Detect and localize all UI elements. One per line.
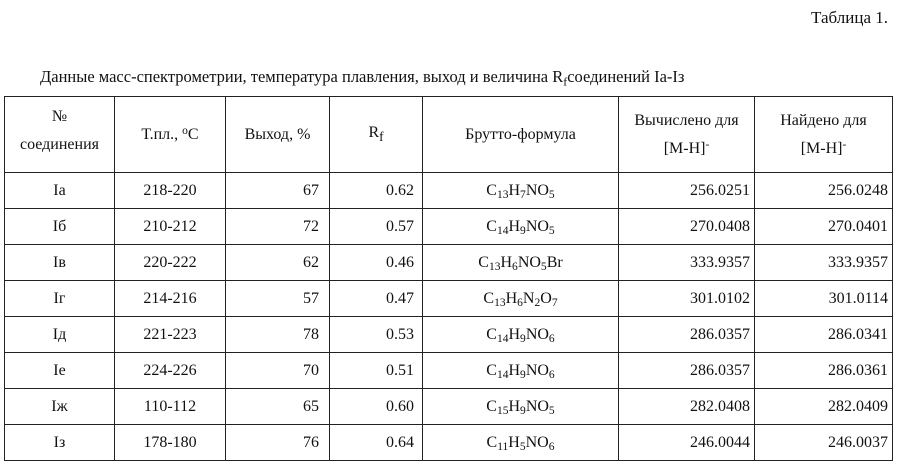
formula-element: H — [508, 433, 520, 451]
header-found — [755, 97, 893, 173]
formula-element: H — [508, 217, 521, 235]
caption-text: Данные масс-спектрометрии, температура плавления, выход и величина R — [40, 67, 564, 86]
formula-cell — [423, 173, 619, 209]
yield-cell: 72 — [226, 209, 330, 245]
header-calc-ion: [M-H] — [663, 139, 706, 157]
caption-subscript: f — [563, 74, 568, 89]
formula-subscript: 9 — [520, 368, 526, 381]
rf-cell: 0.46 — [330, 245, 423, 281]
formula-subscript: 6 — [548, 332, 555, 345]
rf-cell: 0.64 — [330, 425, 423, 461]
rf-cell: 0.57 — [330, 209, 423, 245]
formula-element: NO — [525, 325, 549, 343]
header-compound-number — [5, 97, 115, 173]
yield-cell: 78 — [226, 317, 330, 353]
formula-subscript: 5 — [548, 224, 555, 237]
formula-subscript: 11 — [497, 440, 509, 453]
calculated-mass-cell: 282.0408 — [619, 389, 755, 425]
formula-subscript: 6 — [548, 440, 555, 453]
calculated-mass-cell: 301.0102 — [619, 281, 755, 317]
found-mass-cell: 301.0114 — [755, 281, 893, 317]
melting-point-cell: 214-216 — [115, 281, 226, 317]
formula-subscript: 5 — [548, 404, 555, 417]
compound-id-cell: Iг — [5, 281, 115, 317]
rf-cell: 0.53 — [330, 317, 423, 353]
formula-element: C — [478, 253, 489, 271]
formula-cell — [423, 281, 619, 317]
header-calc-line1: Вычислено для — [634, 111, 739, 129]
table-row — [5, 245, 893, 281]
header-melting-point — [115, 97, 226, 173]
formula-element: H — [508, 397, 521, 415]
formula-element: H — [508, 361, 521, 379]
calculated-mass-cell: 333.9357 — [619, 245, 755, 281]
found-mass-cell: 282.0409 — [755, 389, 893, 425]
melting-point-cell: 224-226 — [115, 353, 226, 389]
calculated-mass-cell: 270.0408 — [619, 209, 755, 245]
formula-subscript: 13 — [496, 188, 509, 201]
table-row — [5, 173, 893, 209]
table-row — [5, 209, 893, 245]
melting-point-cell: 210-212 — [115, 209, 226, 245]
formula-subscript: 5 — [540, 260, 547, 273]
formula-subscript: 14 — [496, 332, 509, 345]
formula-element: H — [508, 325, 521, 343]
yield-cell: 57 — [226, 281, 330, 317]
formula-subscript: 6 — [548, 368, 555, 381]
yield-cell: 67 — [226, 173, 330, 209]
compound-id-cell: Iб — [5, 209, 115, 245]
header-yield: Выход, % — [226, 97, 330, 173]
formula-subscript: 7 — [551, 296, 558, 309]
formula-subscript: 13 — [488, 260, 501, 273]
formula-element: N — [522, 289, 535, 307]
header-rf-text: R — [368, 123, 380, 141]
formula-subscript: 14 — [496, 368, 509, 381]
formula-subscript: 9 — [520, 332, 526, 345]
formula-subscript: 9 — [520, 224, 526, 237]
rf-cell: 0.47 — [330, 281, 423, 317]
compound-id-cell: Iд — [5, 317, 115, 353]
header-compound-word: соединения — [19, 135, 100, 153]
melting-point-cell: 110-112 — [115, 389, 226, 425]
rf-cell: 0.51 — [330, 353, 423, 389]
found-mass-cell: 256.0248 — [755, 173, 893, 209]
formula-element: Br — [546, 253, 563, 271]
formula-cell — [423, 353, 619, 389]
formula-subscript: 13 — [494, 296, 506, 309]
header-number-sign: № — [51, 107, 68, 125]
compound-id-cell: Iж — [5, 389, 115, 425]
header-found-line1: Найдено для — [780, 111, 867, 129]
header-formula: Брутто-формула — [423, 97, 619, 173]
formula-subscript: 14 — [496, 224, 509, 237]
compound-id-cell: Iз — [5, 425, 115, 461]
formula-cell — [423, 317, 619, 353]
yield-cell: 70 — [226, 353, 330, 389]
formula-element: NO — [525, 181, 549, 199]
formula-subscript: 6 — [517, 296, 523, 309]
header-calc-charge: - — [705, 138, 710, 151]
formula-cell — [423, 425, 619, 461]
header-calc-line2 — [625, 135, 748, 163]
formula-element: C — [486, 325, 497, 343]
yield-cell: 65 — [226, 389, 330, 425]
formula-element: C — [486, 181, 497, 199]
formula-subscript: 2 — [534, 296, 541, 309]
melting-point-cell: 218-220 — [115, 173, 226, 209]
formula-element: NO — [525, 217, 549, 235]
formula-element: C — [486, 217, 497, 235]
header-found-charge: - — [842, 138, 847, 151]
formula-subscript: 5 — [519, 440, 526, 453]
found-mass-cell: 246.0037 — [755, 425, 893, 461]
table-body — [5, 173, 893, 461]
header-row — [5, 97, 893, 173]
found-mass-cell: 286.0341 — [755, 317, 893, 353]
yield-cell: 62 — [226, 245, 330, 281]
header-mp-text: Т.пл., — [141, 125, 183, 143]
header-mp-degree: o — [182, 124, 188, 137]
formula-subscript: 9 — [520, 404, 526, 417]
formula-element: H — [505, 289, 518, 307]
formula-element: NO — [517, 253, 541, 271]
formula-subscript: 15 — [496, 404, 509, 417]
formula-subscript: 7 — [520, 188, 526, 201]
formula-element: C — [483, 289, 495, 307]
formula-element: NO — [525, 361, 549, 379]
formula-element: O — [540, 289, 552, 307]
melting-point-cell: 221-223 — [115, 317, 226, 353]
formula-cell — [423, 389, 619, 425]
header-calculated — [619, 97, 755, 173]
table-number-label: Таблица 1. — [811, 8, 888, 27]
compound-id-cell: Iв — [5, 245, 115, 281]
found-mass-cell: 333.9357 — [755, 245, 893, 281]
calculated-mass-cell: 246.0044 — [619, 425, 755, 461]
calculated-mass-cell: 286.0357 — [619, 353, 755, 389]
table-row — [5, 317, 893, 353]
calculated-mass-cell: 256.0251 — [619, 173, 755, 209]
compound-id-cell: Ie — [5, 353, 115, 389]
found-mass-cell: 270.0401 — [755, 209, 893, 245]
yield-cell: 76 — [226, 425, 330, 461]
caption-text-end: соединений Ia-Iз — [567, 67, 685, 86]
rf-cell: 0.60 — [330, 389, 423, 425]
formula-cell — [423, 209, 619, 245]
header-mp-unit: C — [187, 125, 199, 143]
melting-point-cell: 220-222 — [115, 245, 226, 281]
found-mass-cell: 286.0361 — [755, 353, 893, 389]
melting-point-cell: 178-180 — [115, 425, 226, 461]
table-row — [5, 425, 893, 461]
rf-cell: 0.62 — [330, 173, 423, 209]
formula-element: C — [486, 397, 497, 415]
calculated-mass-cell: 286.0357 — [619, 317, 755, 353]
formula-subscript: 6 — [512, 260, 518, 273]
formula-element: H — [500, 253, 513, 271]
formula-element: C — [486, 433, 498, 451]
table-row — [5, 389, 893, 425]
table-row — [5, 353, 893, 389]
compound-id-cell: Ia — [5, 173, 115, 209]
table-caption — [40, 67, 684, 87]
formula-element: C — [486, 361, 497, 379]
table-row — [5, 281, 893, 317]
formula-cell — [423, 245, 619, 281]
header-rf-sub: f — [379, 129, 384, 145]
compounds-table — [4, 96, 893, 461]
formula-element: NO — [525, 433, 549, 451]
header-found-ion: [M-H] — [800, 139, 843, 157]
formula-element: H — [508, 181, 521, 199]
formula-element: NO — [525, 397, 549, 415]
header-rf — [330, 97, 423, 173]
formula-subscript: 5 — [548, 188, 555, 201]
header-found-line2 — [761, 135, 886, 163]
